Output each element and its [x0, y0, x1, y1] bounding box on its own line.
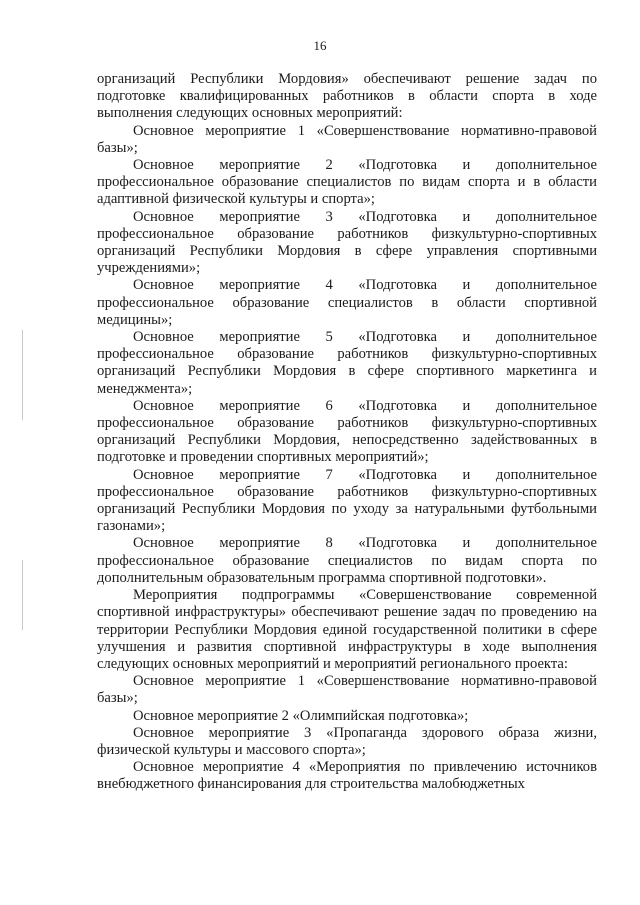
paragraph-measure-3: Основное мероприятие 3 «Подготовка и дополнительное профессиональное образование работников физкультурно-спортивных организаций Республики Мордовия в сфере управления спортивными учреждениями»; — [97, 208, 597, 277]
paragraph-infrastructure-intro: Мероприятия подпрограммы «Совершенствование современной спортивной инфраструктуры» обеспечивают решение задач по проведению на территории Республики Мордовия единой государственной политики в сфере улучшения и развития спортивной инфраструктуры в ходе выполнения следующих основных мероприятий и мероприятий регионального проекта: — [97, 587, 597, 672]
document-body — [97, 71, 597, 794]
paragraph-measure-8: Основное мероприятие 8 «Подготовка и дополнительное профессиональное образование специалистов по видам спорта по дополнительным образовательным программа спортивной подготовки». — [97, 535, 597, 586]
paragraph-infra-measure-3: Основное мероприятие 3 «Пропаганда здорового образа жизни, физической культуры и массового спорта»; — [97, 724, 597, 758]
paragraph-measure-6: Основное мероприятие 6 «Подготовка и дополнительное профессиональное образование работников физкультурно-спортивных организаций Республики Мордовия, непосредственно задействованных в подготовке и проведении спортивных мероприятий»; — [97, 397, 597, 466]
scan-edge-mark — [22, 330, 23, 420]
paragraph-infra-measure-2: Основное мероприятие 2 «Олимпийская подготовка»; — [133, 707, 469, 724]
paragraph-measure-2: Основное мероприятие 2 «Подготовка и дополнительное профессиональное образование специалистов по видам спорта и в области адаптивной физической культуры и спорта»; — [97, 157, 597, 208]
paragraph-measure-1: Основное мероприятие 1 «Совершенствование нормативно-правовой базы»; — [97, 122, 597, 156]
page-number: 16 — [313, 38, 327, 53]
paragraph-measure-4: Основное мероприятие 4 «Подготовка и дополнительное профессиональное образование специалистов в области спортивной медицины»; — [97, 277, 597, 328]
paragraph-measure-5: Основное мероприятие 5 «Подготовка и дополнительное профессиональное образование работников физкультурно-спортивных организаций Республики Мордовия в сфере спортивного маркетинга и менеджмента»; — [97, 329, 597, 397]
paragraph-measure-7: Основное мероприятие 7 «Подготовка и дополнительное профессиональное образование работников физкультурно-спортивных организаций Республики Мордовия по уходу за натуральными футбольными газонами»; — [97, 466, 597, 535]
paragraph-infra-measure-1: Основное мероприятие 1 «Совершенствование нормативно-правовой базы»; — [97, 673, 597, 707]
paragraph-continuation: организаций Республики Мордовия» обеспечивают решение задач по подготовке квалифицированных работников в области спорта в ходе выполнения следующих основных мероприятий: — [97, 71, 597, 122]
paragraph-infra-measure-4: Основное мероприятие 4 «Мероприятия по привлечению источников внебюджетного финансирования для строительства малобюджетных — [97, 759, 597, 793]
scan-edge-mark — [22, 560, 23, 630]
